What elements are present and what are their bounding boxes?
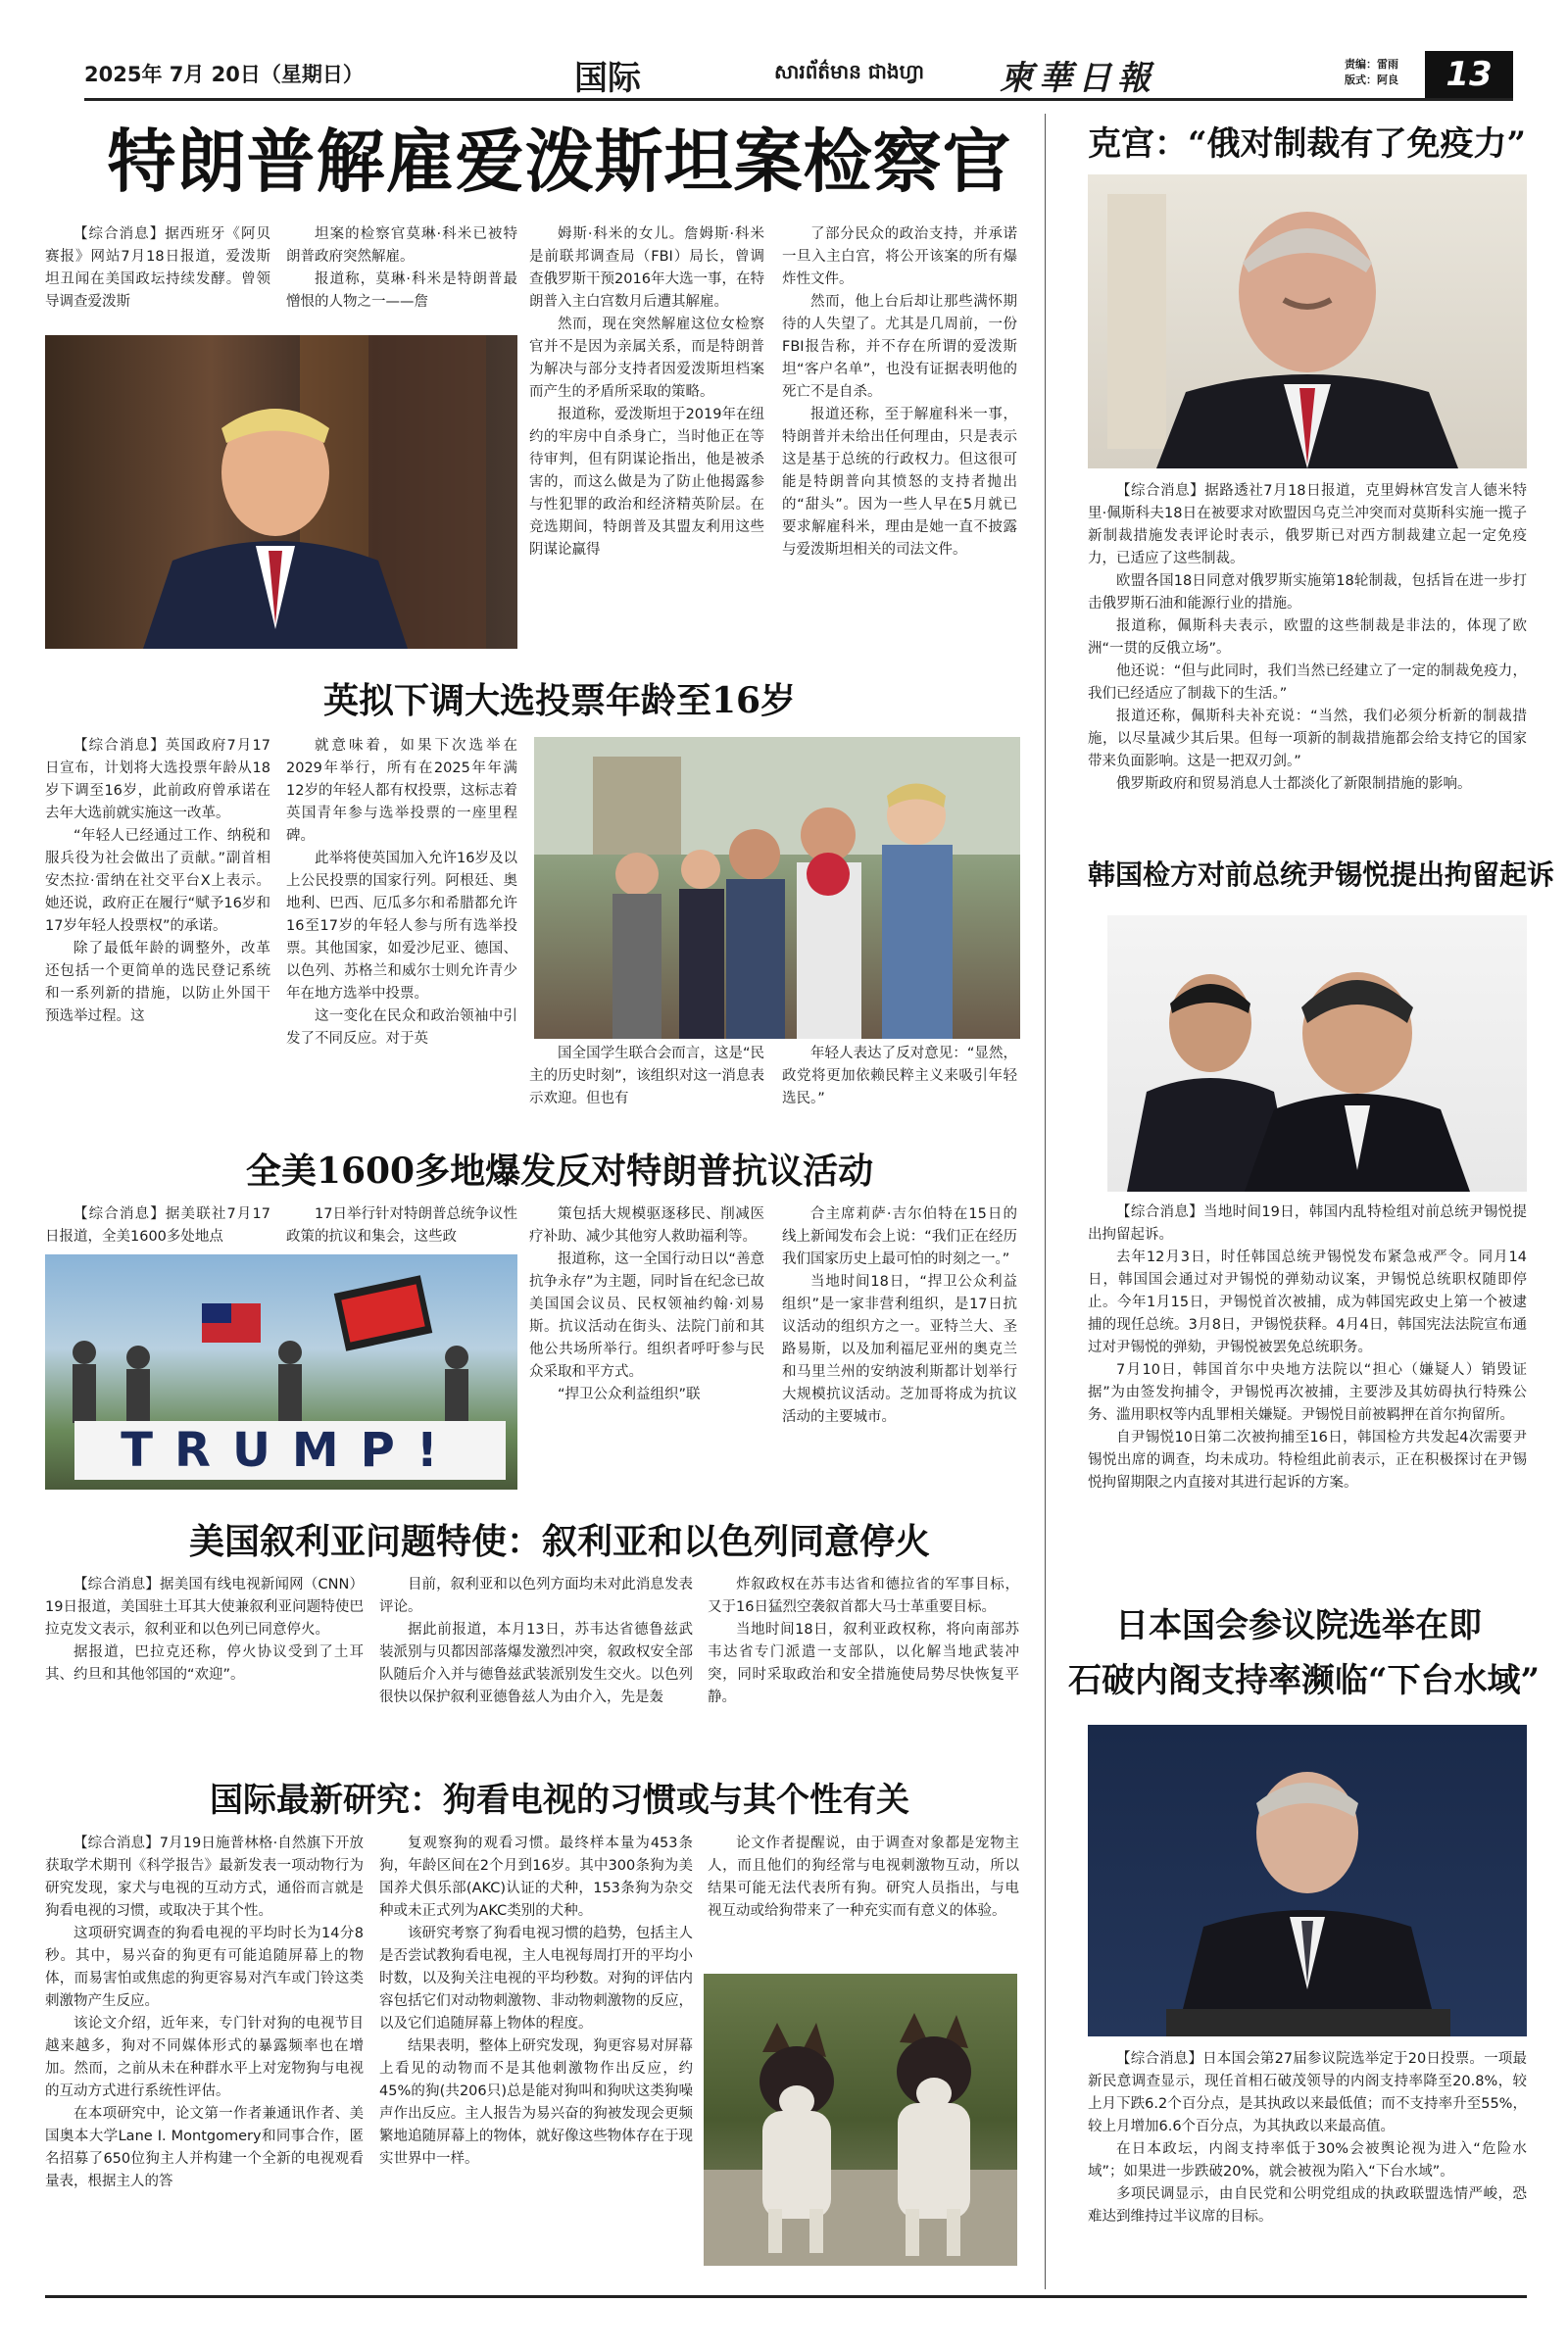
headline: 英拟下调大选投票年龄至16岁 [322, 680, 797, 721]
headline: 美国叙利亚问题特使：叙利亚和以色列同意停火 [188, 1521, 930, 1562]
paragraph: 报道还称，至于解雇科米一事，特朗普并未给出任何理由，只是表示这是基于总统的行政权力。但这很可能是特朗普向其愤怒的支持者抛出的“甜头”。因为一些人早在5月就已要求解雇科米，理由是她一直不披露与爱泼斯坦相关的司法文件。 [782, 407, 1017, 558]
paragraph: 姆斯·科米的女儿。詹姆斯·科米是前联邦调查局（FBI）局长，曾调查俄罗斯干预2016年大选一事，在特朗普入主白宫数月后遭其解雇。 [529, 226, 764, 310]
paragraph: 结果表明，整体上研究发现，狗更容易对屏幕上看见的动物而不是其他刺激物作出反应，约45%的狗(共206只)总是能对狗叫和狗吠这类狗噪声作出反应。主人报告为易兴奋的狗被发现会更频繁地追随屏幕上的物体，就好像这些物体存在于现实世界中一样。 [379, 2038, 693, 2167]
paragraph: 报道称，爱泼斯坦于2019年在纽约的牢房中自杀身亡，当时他正在等待审判，但有阴谋论指出，他是被杀害的，而这么做是为了防止他揭露参与性犯罪的政治和经济精英阶层。在竞选期间，特朗普及其盟友利用这些阴谋论赢得 [529, 407, 764, 558]
article-column [708, 1833, 1019, 1923]
paragraph: 【综合消息】据美国有线电视新闻网（CNN）19日报道，美国驻土耳其大使兼叙利亚问题特使巴拉克发文表示，叙利亚和以色列已同意停火。 [45, 1577, 364, 1638]
article-column [286, 1203, 517, 1249]
article-column [286, 223, 517, 314]
paragraph: 年轻人表达了反对意见：“显然，政党将更加依赖民粹主义来吸引年轻选民。” [782, 1046, 1017, 1106]
paragraph: 在日本政坛，内阁支持率低于30%会被舆论视为进入“危险水域”；如果进一步跌破20%，就会被视为陷入“下台水域”。 [1088, 2141, 1527, 2180]
paragraph: 合主席莉萨·吉尔伯特在15日的线上新闻发布会上说：“我们正在经历我们国家历史上最可怕的时刻之一。” [782, 1206, 1017, 1267]
paragraph: 该研究考察了狗看电视习惯的趋势，包括主人是否尝试教狗看电视，主人电视每周打开的平均小时数，以及狗关注电视的平均秒数。对狗的评估内容包括它们对动物刺激物、非动物刺激物的反应，以及它们追随屏幕上物体的程度。 [379, 1926, 693, 2032]
article-column [45, 1574, 364, 1687]
paragraph: 报道称，莫琳·科米是特朗普最憎恨的人物之一——詹 [286, 271, 517, 310]
paragraph: 【综合消息】英国政府7月17日宣布，计划将大选投票年龄从18岁下调至16岁，此前政府曾承诺在去年大选前就实施这一改革。 [45, 738, 270, 821]
photo-dogs [704, 1974, 1017, 2266]
paragraph: 该论文介绍，近年来，专门针对狗的电视节目越来越多，狗对不同媒体形式的暴露频率也在增加。然而，之前从未在种群水平上对宠物狗与电视的互动方式进行系统性评估。 [45, 2016, 364, 2099]
article-column [529, 1203, 764, 1406]
paragraph: 7月10日，韩国首尔中央地方法院以“担心（嫌疑人）销毁证据”为由签发拘捕令，尹锡悦再次被捕，主要涉及其妨碍执行特殊公务、滥用职权等内乱罪相关嫌疑。尹锡悦目前被羁押在首尔拘留所。 [1088, 1362, 1527, 1423]
article-body [1088, 1201, 1527, 1494]
paragraph: 自尹锡悦10日第二次被拘捕至16日，韩国检方共发起4次需要尹锡悦出席的调查，均未成功。特检组此前表示，正在积极探讨在尹锡悦拘留期限之内直接对其进行起诉的方案。 [1088, 1430, 1527, 1491]
article-column [286, 735, 517, 1051]
paragraph: 然而，他上台后却让那些满怀期待的人失望了。尤其是几周前，一份FBI报告称，并不存在所谓的爱泼斯坦“客户名单”，也没有证据表明他的死亡不是自杀。 [782, 294, 1017, 400]
paragraph: 【综合消息】日本国会第27届参议院选举定于20日投票。一项最新民意调查显示，现任首相石破茂领导的内阁支持率降至20.8%，较上月下跌6.2个百分点，是其执政以来最低值；而不支持率升至55%，较上月增加6.6个百分点，为其执政以来最高值。 [1088, 2051, 1527, 2134]
paragraph: 当地时间18日，叙利亚政权称，将向南部苏韦达省专门派遣一支部队，以化解当地武装冲突，同时采取政治和安全措施使局势尽快恢复平静。 [708, 1622, 1019, 1705]
paragraph: “年轻人已经通过工作、纳税和服兵役为社会做出了贡献。”副首相安杰拉·雷纳在社交平台X上表示。她还说，政府正在履行“赋予16岁和17岁年轻人投票权”的承诺。 [45, 828, 270, 934]
peskov-portrait-illustration [1088, 174, 1527, 468]
paragraph: 这一变化在民众和政治领袖中引发了不同反应。对于英 [286, 1008, 517, 1047]
photo-trump [45, 335, 517, 649]
footer-rule [45, 2295, 1527, 2298]
paragraph: 这项研究调查的狗看电视的平均时长为14分8秒。其中，易兴奋的狗更有可能追随屏幕上的物体，而易害怕或焦虑的狗更容易对汽车或门铃这类刺激物产生反应。 [45, 1926, 364, 2009]
editor-line: 责编：雷雨 [1345, 58, 1398, 71]
paragraph: 当地时间18日，“捍卫公众利益组织”是一家非营利组织，是17日抗议活动的组织方之一。亚特兰大、圣路易斯，以及加利福尼亚州的奥克兰和马里兰州的安纳波利斯都计划举行大规模抗议活动。芝加哥将成为抗议活动的主要城市。 [782, 1274, 1017, 1425]
section-title: 国际 [574, 59, 641, 98]
headline-line-1: 日本国会参议院选举在即 [1115, 1606, 1482, 1645]
photo-protest [45, 1254, 517, 1490]
paragraph: 在本项研究中，论文第一作者兼通讯作者、美国奥本大学Lane I. Montgomery和同事合作，匿名招募了650位狗主人并构建一个全新的电视观看量表，根据主人的答 [45, 2106, 364, 2189]
paragraph: 据报道，巴拉克还称，停火协议受到了土耳其、约旦和其他邻国的“欢迎”。 [45, 1644, 364, 1683]
headline: 特朗普解雇爱泼斯坦案检察官 [107, 122, 1012, 202]
photo-uk-youth [534, 737, 1020, 1039]
masthead-chinese: 柬華日報 [1000, 59, 1156, 98]
paragraph: 坦案的检察官莫琳·科米已被特朗普政府突然解雇。 [286, 226, 517, 265]
headline: 克宫：“俄对制裁有了免疫力” [1088, 124, 1527, 164]
article-column [45, 1203, 270, 1249]
paragraph: 炸叙政权在苏韦达省和德拉省的军事目标，又于16日猛烈空袭叙首都大马士革重要目标。 [708, 1577, 1019, 1615]
article-column [708, 1574, 1019, 1709]
paragraph: 策包括大规模驱逐移民、削减医疗补助、减少其他穷人救助福利等。 [529, 1206, 764, 1245]
paragraph: 【综合消息】据美联社7月17日报道，全美1600多处地点 [45, 1206, 270, 1245]
editor-credit [1345, 57, 1398, 88]
paragraph: 17日举行针对特朗普总统争议性政策的抗议和集会，这些政 [286, 1206, 517, 1245]
paragraph: 然而，现在突然解雇这位女检察官并不是因为亲属关系，而是特朗普为解决与部分支持者因爱泼斯坦档案而产生的矛盾所采取的策略。 [529, 317, 764, 400]
paragraph: 他还说：“但与此同时，我们当然已经建立了一定的制裁免疫力，我们已经适应了制裁下的生活。” [1088, 663, 1527, 702]
paragraph: 报道称，这一全国行动日以“善意抗争永存”为主题，同时旨在纪念已故美国国会议员、民权领袖约翰·刘易斯。抗议活动在街头、法院门前和其他公共场所举行。组织者呼吁参与民众采取和平方式。 [529, 1251, 764, 1380]
yoon-photo-illustration [1107, 915, 1527, 1192]
paragraph: 欧盟各国18日同意对俄罗斯实施第18轮制裁，包括旨在进一步打击俄罗斯石油和能源行业的措施。 [1088, 573, 1527, 612]
paragraph: 复观察狗的观看习惯。最终样本量为453条狗，年龄区间在2个月到16岁。其中300条狗为美国养犬俱乐部(AKC)认证的犬种，153条狗为杂交种或未正式列为AKC类别的犬种。 [379, 1836, 693, 1919]
article-column [529, 1043, 764, 1110]
headline: 国际最新研究：狗看电视的习惯或与其个性有关 [210, 1781, 909, 1820]
photo-peskov [1088, 174, 1527, 468]
paragraph: 【综合消息】7月19日施普林格·自然旗下开放获取学术期刊《科学报告》最新发表一项动物行为研究发现，家犬与电视的互动方式，通俗而言就是狗看电视的习惯，或取决于其个性。 [45, 1836, 364, 1919]
paragraph: 去年12月3日，时任韩国总统尹锡悦发布紧急戒严令。同月14日，韩国国会通过对尹锡悦的弹劾动议案，尹锡悦总统职权随即停止。今年1月15日，尹锡悦首次被捕，成为韩国宪政史上第一个被逮捕的现任总统。3月8日，尹锡悦获释。4月4日，韩国宪法法院宣布通过对尹锡悦的弹劾，尹锡悦被罢免总统职务。 [1088, 1250, 1527, 1355]
article-column [529, 223, 764, 562]
article-column [45, 1833, 364, 2193]
article-column [45, 223, 270, 314]
header-rule [84, 98, 1513, 101]
article-column [782, 223, 1017, 562]
photo-ishiba [1088, 1725, 1527, 2036]
paragraph: 除了最低年龄的调整外，改革还包括一个更简单的选民登记系统和一系列新的措施，以防止外国干预选举过程。这 [45, 941, 270, 1024]
trump-figure-illustration [45, 335, 517, 649]
paragraph: 俄罗斯政府和贸易消息人士都淡化了新限制措施的影响。 [1116, 776, 1472, 792]
paragraph: 【综合消息】据西班牙《阿贝赛报》网站7月18日报道，爱泼斯坦丑闻在美国政坛持续发酵。曾领导调查爱泼斯 [45, 226, 270, 310]
protest-sign-text: TRUMP! [121, 1423, 460, 1478]
article-column [782, 1043, 1017, 1110]
headline-line-2: 石破内阁支持率濒临“下台水域” [1068, 1661, 1541, 1700]
article-body [1088, 480, 1527, 796]
article-column [379, 1833, 693, 2171]
photo-yoon [1107, 915, 1527, 1192]
paragraph: 【综合消息】当地时间19日，韩国内乱特检组对前总统尹锡悦提出拘留起诉。 [1088, 1204, 1527, 1243]
masthead-khmer: សារព័ត៌មាន ជាងហ្វា [774, 60, 924, 83]
layout-line: 版式：阿良 [1345, 74, 1398, 86]
headline: 全美1600多地爆发反对特朗普抗议活动 [245, 1151, 874, 1192]
teenagers-group-illustration [534, 737, 1020, 1039]
dogs-illustration [704, 1974, 1017, 2266]
paragraph: 【综合消息】据路透社7月18日报道，克里姆林宫发言人德米特里·佩斯科夫18日在被要求对欧盟因乌克兰冲突而对莫斯科实施一揽子新制裁措施发表评论时表示，俄罗斯已对西方制裁建立起一定免疫力，已适应了这些制裁。 [1088, 483, 1527, 566]
column-divider [1045, 114, 1046, 2289]
article-body [1088, 2048, 1527, 2229]
paragraph: 了部分民众的政治支持，并承诺一旦入主白宫，将公开该案的所有爆炸性文件。 [782, 226, 1017, 287]
paragraph: 报道还称，佩斯科夫补充说：“当然，我们必须分析新的制裁措施，以尽量减少其后果。但每一项新的制裁措施都会给支持它的国家带来负面影响。这是一把双刃剑。” [1088, 709, 1527, 769]
paragraph: 据此前报道，本月13日，苏韦达省德鲁兹武装派别与贝都因部落爆发激烈冲突，叙政权安全部队随后介入并与德鲁兹武装派别发生交火。以色列很快以保护叙利亚德鲁兹人为由介入，先是轰 [379, 1622, 693, 1705]
paragraph: 就意味着，如果下次选举在2029年举行，所有在2025年年满12岁的年轻人都有权投票，这标志着英国青年参与选举投票的一座里程碑。 [286, 738, 517, 844]
paragraph: 目前，叙利亚和以色列方面均未对此消息发表评论。 [379, 1577, 693, 1615]
issue-date: 2025年 7月 20日（星期日） [84, 63, 364, 86]
paragraph: 国全国学生联合会而言，这是“民主的历史时刻”，该组织对这一消息表示欢迎。但也有 [529, 1046, 764, 1106]
page-number: 13 [1425, 51, 1513, 98]
article-column [379, 1574, 693, 1709]
paragraph: 多项民调显示，由自民党和公明党组成的执政联盟选情严峻，恐难达到维持过半议席的目标。 [1088, 2186, 1527, 2225]
article-column [782, 1203, 1017, 1429]
ishiba-portrait-illustration [1088, 1725, 1527, 2036]
paragraph: 报道称，佩斯科夫表示，欧盟的这些制裁是非法的，体现了欧洲“一贯的反俄立场”。 [1088, 618, 1527, 657]
paragraph: “捍卫公众利益组织”联 [558, 1387, 701, 1402]
paragraph: 论文作者提醒说，由于调查对象都是宠物主人，而且他们的狗经常与电视刺激物互动，所以结果可能无法代表所有狗。研究人员指出，与电视互动或给狗带来了一种充实而有意义的体验。 [708, 1836, 1019, 1919]
headline: 韩国检方对前总统尹锡悦提出拘留起诉 [1088, 858, 1555, 891]
article-column [45, 735, 270, 1028]
paragraph: 此举将使英国加入允许16岁及以上公民投票的国家行列。阿根廷、奥地利、巴西、厄瓜多尔和希腊都允许16至17岁的年轻人参与所有选举投票。其他国家，如爱沙尼亚、德国、以色列、苏格兰和威尔士则允许青少年在地方选举中投票。 [286, 851, 517, 1002]
